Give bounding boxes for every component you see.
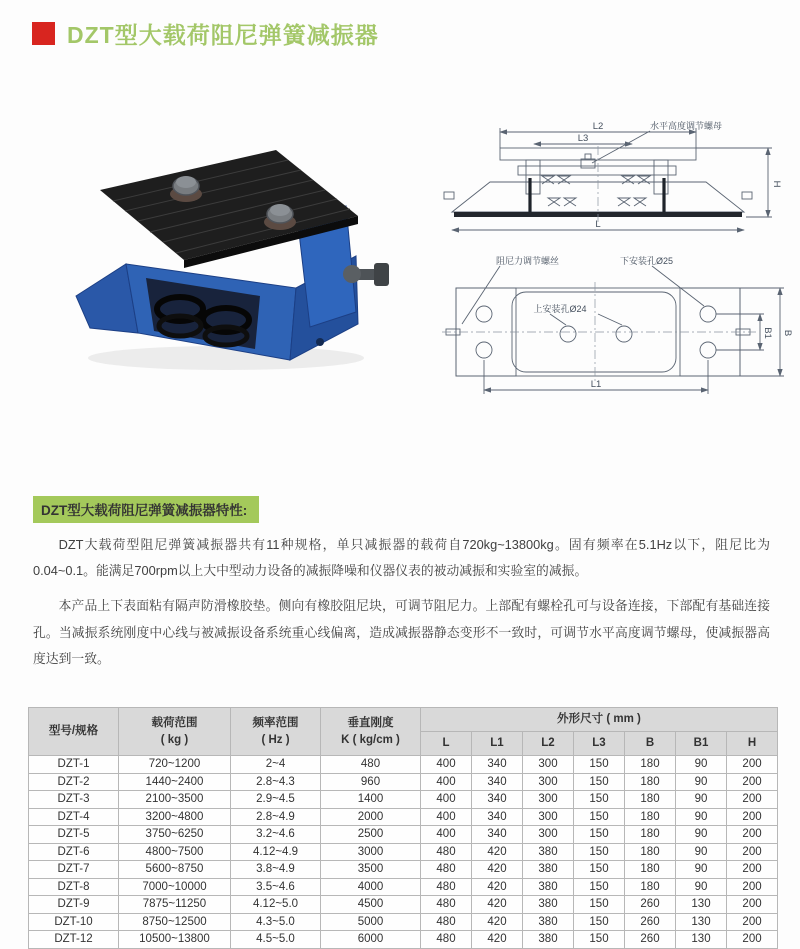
- cell-freq: 3.5~4.6: [231, 878, 321, 896]
- cell-model: DZT-6: [29, 843, 119, 861]
- table-row: [29, 756, 778, 774]
- col-header-stiffness: [321, 708, 421, 756]
- cell-L: 480: [421, 896, 472, 914]
- cell-B: 180: [625, 826, 676, 844]
- cell-H: 200: [727, 756, 778, 774]
- cell-L3: 150: [574, 756, 625, 774]
- cell-L1: 420: [472, 896, 523, 914]
- col-header-L3: L3: [574, 732, 625, 756]
- col-header-stiffness-unit: K ( kg/cm ): [341, 733, 400, 746]
- cell-k: 4000: [321, 878, 421, 896]
- cell-B: 180: [625, 756, 676, 774]
- cell-L: 400: [421, 773, 472, 791]
- cell-L2: 300: [523, 791, 574, 809]
- cell-freq: 4.5~5.0: [231, 931, 321, 949]
- col-header-load-unit: ( kg ): [160, 733, 189, 746]
- table-row: [29, 913, 778, 931]
- col-header-H: H: [727, 732, 778, 756]
- table-row: [29, 808, 778, 826]
- cell-H: 200: [727, 826, 778, 844]
- cell-freq: 3.2~4.6: [231, 826, 321, 844]
- cell-B: 260: [625, 931, 676, 949]
- cell-k: 4500: [321, 896, 421, 914]
- cell-L1: 420: [472, 878, 523, 896]
- page-title: DZT型大载荷阻尼弹簧减振器: [67, 22, 379, 48]
- cell-B1: 90: [676, 826, 727, 844]
- cell-load: 7875~11250: [119, 896, 231, 914]
- cell-model: DZT-9: [29, 896, 119, 914]
- cell-model: DZT-10: [29, 913, 119, 931]
- cell-L3: 150: [574, 808, 625, 826]
- col-header-model: 型号/规格: [29, 708, 119, 756]
- table-row: [29, 791, 778, 809]
- cell-freq: 2.8~4.9: [231, 808, 321, 826]
- cell-L3: 150: [574, 931, 625, 949]
- cell-L2: 380: [523, 931, 574, 949]
- cell-B1: 90: [676, 861, 727, 879]
- dim-label-l2: L2: [592, 121, 604, 132]
- cell-L3: 150: [574, 861, 625, 879]
- cell-load: 720~1200: [119, 756, 231, 774]
- cell-B: 180: [625, 791, 676, 809]
- col-header-load: [119, 708, 231, 756]
- cell-k: 6000: [321, 931, 421, 949]
- cell-freq: 2.9~4.5: [231, 791, 321, 809]
- cell-freq: 2~4: [231, 756, 321, 774]
- cell-L1: 340: [472, 756, 523, 774]
- upper-hole-label: 上安装孔Ø24: [533, 304, 587, 314]
- cell-L2: 300: [523, 808, 574, 826]
- cell-H: 200: [727, 791, 778, 809]
- cell-H: 200: [727, 913, 778, 931]
- cell-model: DZT-2: [29, 773, 119, 791]
- cell-L1: 340: [472, 791, 523, 809]
- cell-B1: 90: [676, 843, 727, 861]
- cell-k: 3000: [321, 843, 421, 861]
- table-row: [29, 773, 778, 791]
- cell-L1: 420: [472, 913, 523, 931]
- cell-L2: 380: [523, 861, 574, 879]
- cell-L: 480: [421, 931, 472, 949]
- cell-model: DZT-8: [29, 878, 119, 896]
- cell-load: 1440~2400: [119, 773, 231, 791]
- cell-H: 200: [727, 843, 778, 861]
- cell-L2: 300: [523, 756, 574, 774]
- cell-H: 200: [727, 773, 778, 791]
- table-row: [29, 931, 778, 949]
- cell-load: 3750~6250: [119, 826, 231, 844]
- cell-B1: 90: [676, 808, 727, 826]
- cell-L1: 420: [472, 861, 523, 879]
- cell-L1: 340: [472, 773, 523, 791]
- col-header-load-title: 载荷范围: [151, 717, 198, 730]
- cell-L2: 380: [523, 896, 574, 914]
- cell-L3: 150: [574, 791, 625, 809]
- cell-B: 180: [625, 861, 676, 879]
- table-row: [29, 843, 778, 861]
- features-section: [33, 496, 770, 672]
- cell-freq: 4.3~5.0: [231, 913, 321, 931]
- cell-freq: 2.8~4.3: [231, 773, 321, 791]
- cell-L: 480: [421, 913, 472, 931]
- damping-screw-label: 阻尼力调节螺丝: [496, 256, 560, 266]
- cell-L2: 380: [523, 913, 574, 931]
- col-header-L: L: [421, 732, 472, 756]
- cell-L2: 300: [523, 826, 574, 844]
- cell-L3: 150: [574, 878, 625, 896]
- cell-freq: 4.12~5.0: [231, 896, 321, 914]
- cell-B1: 130: [676, 913, 727, 931]
- cell-load: 7000~10000: [119, 878, 231, 896]
- cell-load: 8750~12500: [119, 913, 231, 931]
- cell-L3: 150: [574, 843, 625, 861]
- technical-drawings: [438, 118, 800, 390]
- page-header: [32, 17, 379, 50]
- cell-load: 10500~13800: [119, 931, 231, 949]
- cell-model: DZT-3: [29, 791, 119, 809]
- cell-load: 4800~7500: [119, 843, 231, 861]
- lower-hole-label: 下安装孔Ø25: [620, 256, 674, 266]
- cell-B: 260: [625, 896, 676, 914]
- cell-k: 2500: [321, 826, 421, 844]
- col-header-stiffness-title: 垂直刚度: [347, 717, 394, 730]
- cell-B: 260: [625, 913, 676, 931]
- cell-model: DZT-4: [29, 808, 119, 826]
- cell-L: 480: [421, 861, 472, 879]
- cell-L1: 420: [472, 931, 523, 949]
- cell-freq: 3.8~4.9: [231, 861, 321, 879]
- top-view-drawing: [438, 250, 800, 400]
- cell-B1: 130: [676, 896, 727, 914]
- cell-L3: 150: [574, 913, 625, 931]
- cell-L: 400: [421, 808, 472, 826]
- cell-H: 200: [727, 931, 778, 949]
- cell-H: 200: [727, 808, 778, 826]
- cell-load: 5600~8750: [119, 861, 231, 879]
- cell-B: 180: [625, 843, 676, 861]
- cell-k: 480: [321, 756, 421, 774]
- isolator-photo-illustration: [58, 128, 390, 380]
- cell-L2: 380: [523, 878, 574, 896]
- product-photo: [58, 128, 390, 380]
- spec-table-body: [29, 756, 778, 949]
- col-header-L1: L1: [472, 732, 523, 756]
- col-header-freq-title: 频率范围: [252, 717, 299, 730]
- table-row: [29, 861, 778, 879]
- cell-B1: 90: [676, 773, 727, 791]
- cell-L1: 340: [472, 808, 523, 826]
- cell-B: 180: [625, 773, 676, 791]
- dim-label-l3: L3: [577, 133, 589, 144]
- table-row: [29, 878, 778, 896]
- cell-L: 400: [421, 826, 472, 844]
- cell-L: 480: [421, 843, 472, 861]
- features-heading: DZT型大载荷阻尼弹簧减振器特性:: [33, 496, 259, 523]
- cell-B: 180: [625, 878, 676, 896]
- cell-B1: 90: [676, 791, 727, 809]
- table-row: [29, 826, 778, 844]
- col-header-L2: L2: [523, 732, 574, 756]
- table-row: [29, 896, 778, 914]
- dim-label-b1: B1: [762, 327, 773, 339]
- col-header-B: B: [625, 732, 676, 756]
- dim-label-l1: L1: [590, 379, 602, 390]
- col-header-freq: [231, 708, 321, 756]
- cell-model: DZT-1: [29, 756, 119, 774]
- cell-H: 200: [727, 878, 778, 896]
- col-header-B1: B1: [676, 732, 727, 756]
- cell-B1: 90: [676, 756, 727, 774]
- cell-L1: 340: [472, 826, 523, 844]
- cell-H: 200: [727, 861, 778, 879]
- features-paragraph-2: 本产品上下表面粘有隔声防滑橡胶垫。侧向有橡胶阻尼块，可调节阻尼力。上部配有螺栓孔可与设备连接，下部配有基础连接孔。当减振系统刚度中心线与被减振设备系统重心线偏离，造成减振器静态变形不一致时，可调节水平高度调节螺母，使减振器高度达到一致。: [33, 598, 770, 666]
- cell-k: 5000: [321, 913, 421, 931]
- cell-B1: 90: [676, 878, 727, 896]
- cell-k: 3500: [321, 861, 421, 879]
- cell-L1: 420: [472, 843, 523, 861]
- features-paragraph-1: DZT大载荷型阻尼弹簧减振器共有11种规格，单只减振器的载荷自720kg~13800kg。固有频率在5.1Hz以下，阻尼比为0.04~0.1。能满足700rpm以上大中型动力设备的减振降噪和仪器仪表的被动减振和实验室的减振。: [33, 537, 770, 579]
- cell-L3: 150: [574, 773, 625, 791]
- dim-label-h: H: [771, 180, 782, 188]
- cell-L2: 300: [523, 773, 574, 791]
- col-header-dimensions: 外形尺寸 ( mm ): [421, 708, 778, 732]
- header-row-1: [29, 708, 778, 732]
- cell-freq: 4.12~4.9: [231, 843, 321, 861]
- cell-L3: 150: [574, 826, 625, 844]
- cell-k: 960: [321, 773, 421, 791]
- cell-k: 2000: [321, 808, 421, 826]
- nut-label: 水平高度调节螺母: [650, 121, 723, 131]
- cell-B1: 130: [676, 931, 727, 949]
- side-view-drawing: [438, 118, 800, 246]
- col-header-freq-unit: ( Hz ): [261, 733, 290, 746]
- cell-H: 200: [727, 896, 778, 914]
- cell-k: 1400: [321, 791, 421, 809]
- cell-load: 3200~4800: [119, 808, 231, 826]
- dim-label-b: B: [782, 329, 793, 337]
- cell-load: 2100~3500: [119, 791, 231, 809]
- cell-L: 400: [421, 791, 472, 809]
- cell-L3: 150: [574, 896, 625, 914]
- cell-B: 180: [625, 808, 676, 826]
- cell-model: DZT-7: [29, 861, 119, 879]
- cell-L: 480: [421, 878, 472, 896]
- cell-L2: 380: [523, 843, 574, 861]
- dim-label-l: L: [595, 219, 601, 230]
- red-square-icon: [32, 22, 55, 45]
- cell-L: 400: [421, 756, 472, 774]
- spec-table: [28, 707, 778, 949]
- cell-model: DZT-12: [29, 931, 119, 949]
- cell-model: DZT-5: [29, 826, 119, 844]
